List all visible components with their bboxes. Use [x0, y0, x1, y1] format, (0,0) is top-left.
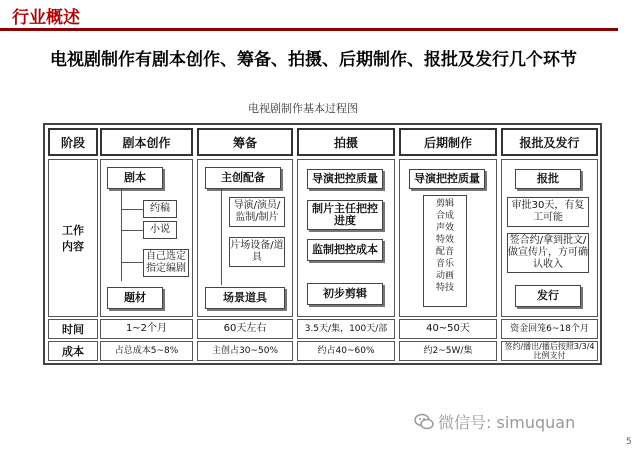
time-shoot: 3.5天/集，100天/部 — [297, 319, 395, 339]
stage-header-script: 剧本创作 — [100, 128, 193, 156]
time-post: 40~50天 — [399, 319, 497, 339]
prep-item-cast: 导演/演员/监制/制片 — [229, 197, 285, 227]
post-item-director: 导演把控质量 — [409, 169, 485, 189]
script-branch — [121, 209, 143, 210]
approval-period-box: 审批30天，有复工可能 — [507, 197, 589, 227]
post-task: 特技 — [435, 283, 454, 293]
revenue-recognition-box: 签合约/拿到批文/做宣传片，方可确认收入 — [507, 233, 589, 273]
time-prep: 60天左右 — [197, 319, 293, 339]
stage-header-post: 后期制作 — [399, 128, 497, 156]
script-item-novel: 小说 — [143, 221, 177, 239]
header-rule — [0, 28, 618, 31]
watermark-text: 微信号: simuquan — [438, 413, 576, 432]
post-task: 音乐 — [435, 259, 454, 269]
figure-caption: 电视剧制作基本过程图 — [248, 102, 358, 115]
time-release: 资金回笼6~18个月 — [501, 319, 598, 339]
script-box: 剧本 — [107, 167, 163, 189]
script-item-commission: 约稿 — [143, 200, 177, 218]
post-tasks-list — [423, 198, 467, 294]
shoot-item-supervisor: 监制把控成本 — [307, 239, 383, 261]
script-connector — [121, 189, 122, 281]
prep-connector — [221, 189, 222, 285]
row-label-time: 时间 — [48, 319, 98, 339]
distribution-box: 发行 — [515, 285, 581, 307]
process-table — [43, 123, 602, 365]
crew-box: 主创配备 — [205, 167, 281, 189]
script-branch — [121, 230, 143, 231]
page-number: 5 — [626, 437, 632, 447]
cost-script: 占总成本5~8% — [100, 341, 193, 361]
approval-box: 报批 — [515, 169, 581, 189]
stage-header-release: 报批及发行 — [501, 128, 598, 156]
post-task: 声效 — [435, 223, 454, 233]
stage-header-shoot: 拍摄 — [297, 128, 395, 156]
shoot-item-producer: 制片主任把控进度 — [307, 200, 383, 230]
time-script: 1~2个月 — [100, 319, 193, 339]
post-task: 特效 — [435, 235, 454, 245]
cost-prep: 主创占30~50% — [197, 341, 293, 361]
set-props-box: 场景道具 — [205, 287, 285, 309]
post-task: 配音 — [435, 247, 454, 257]
wechat-watermark — [414, 410, 575, 433]
row-label-content: 工作内容 — [48, 159, 98, 317]
shoot-item-director: 导演把控质量 — [307, 169, 383, 189]
wechat-icon — [414, 412, 434, 432]
cost-post: 约2~5W/集 — [399, 341, 497, 361]
shoot-item-rough-cut: 初步剪辑 — [307, 283, 383, 305]
stage-header-prep: 筹备 — [197, 128, 293, 156]
cost-release: 签约/播出/播后按照3/3/4比例支付 — [501, 341, 598, 361]
post-task: 剪辑 — [435, 199, 454, 209]
row-label-stage: 阶段 — [48, 128, 98, 156]
theme-box: 题材 — [107, 287, 163, 309]
post-task: 合成 — [435, 211, 454, 221]
header-title: 行业概述 — [12, 8, 80, 28]
row-label-cost: 成本 — [48, 341, 98, 361]
script-item-own-writer: 自己选定指定编剧 — [143, 249, 189, 277]
headline: 电视剧制作有剧本创作、筹备、拍摄、后期制作、报批及发行几个环节 — [50, 50, 577, 70]
script-branch — [121, 262, 143, 263]
post-task: 动画 — [435, 271, 454, 281]
cost-shoot: 约占40~60% — [297, 341, 395, 361]
prep-item-equipment: 片场设备/道具 — [229, 237, 285, 267]
